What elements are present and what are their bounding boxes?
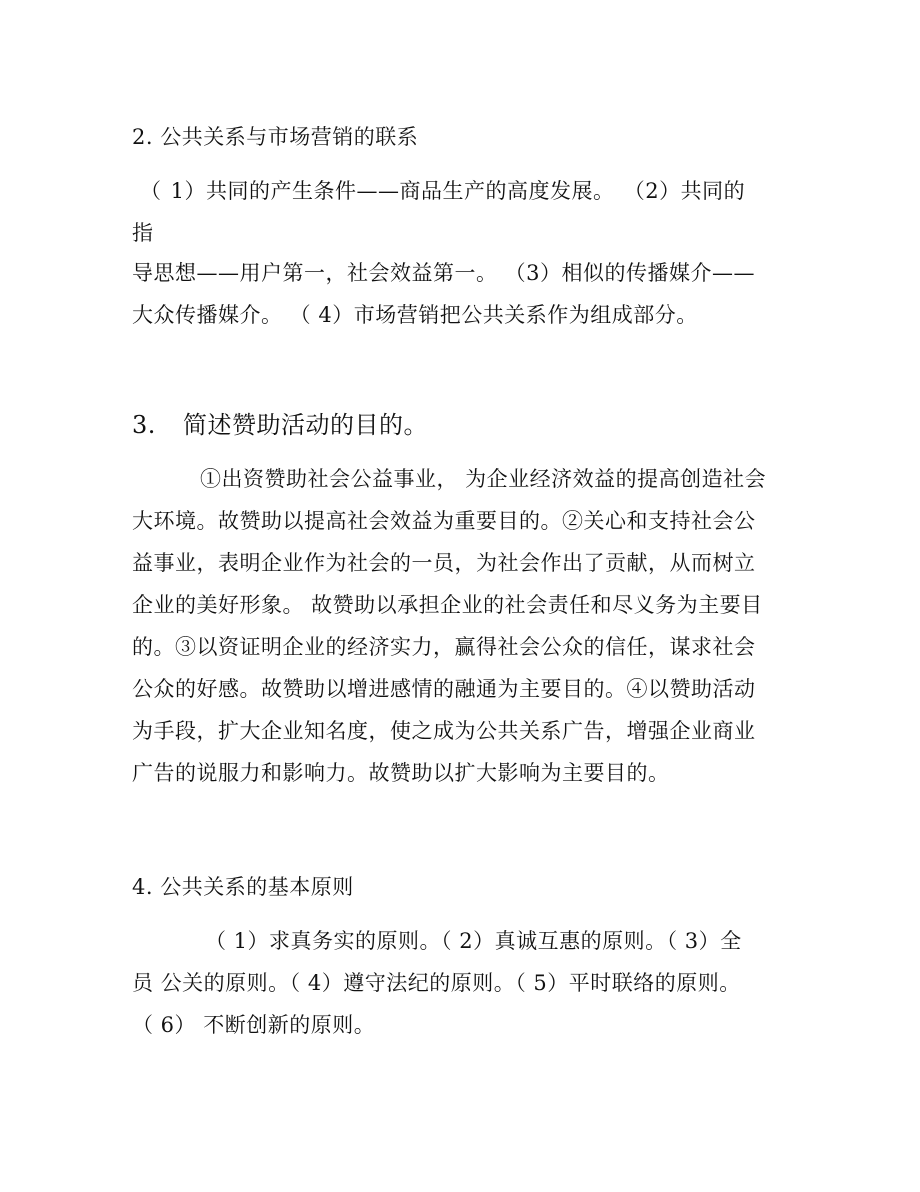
section4-line-3: （ 6） 不断创新的原则。 [132,1013,376,1037]
section3-line-4: 企业的美好形象。 故赞助以承担企业的社会责任和尽义务为主要目 [132,593,763,617]
section3-line-1: ①出资赞助社会公益事业， 为企业经济效益的提高创造社会 [200,467,767,491]
section2-heading: 2. 公共关系与市场营销的联系 [132,125,419,149]
section4-heading: 4. 公共关系的基本原则 [132,875,354,899]
section3-line-6: 公众的好感。故赞助以增进感情的融通为主要目的。④以赞助活动 [132,677,756,701]
section2-line-1: （ 1）共同的产生条件——商品生产的高度发展。 （2）共同的 [140,179,746,203]
section4-line-2: 员 公关的原则。（ 4）遵守法纪的原则。（ 5）平时联络的原则。 [132,971,741,995]
section2-line-4: 大众传播媒介。 （ 4）市场营销把公共关系作为组成部分。 [132,303,698,327]
section2-line-3: 导思想——用户第一，社会效益第一。 （3）相似的传播媒介—— [132,261,756,285]
section4-line-1: （ 1）求真务实的原则。（ 2）真诚互惠的原则。（ 3）全 [205,929,742,953]
section3-line-3: 益事业，表明企业作为社会的一员，为社会作出了贡献，从而树立 [132,551,756,575]
section3-heading-title: 简述赞助活动的目的。 [183,411,428,439]
section3-line-8: 广告的说服力和影响力。故赞助以扩大影响为主要目的。 [132,761,670,785]
section3-line-5: 的。③以资证明企业的经济实力，赢得社会公众的信任，谋求社会 [132,635,756,659]
section3-line-7: 为手段，扩大企业知名度，使之成为公共关系广告，增强企业商业 [132,719,756,743]
section3-heading-number: 3. [132,411,156,439]
section3-line-2: 大环境。故赞助以提高社会效益为重要目的。②关心和支持社会公 [132,509,756,533]
section2-line-2: 指 [132,221,154,245]
